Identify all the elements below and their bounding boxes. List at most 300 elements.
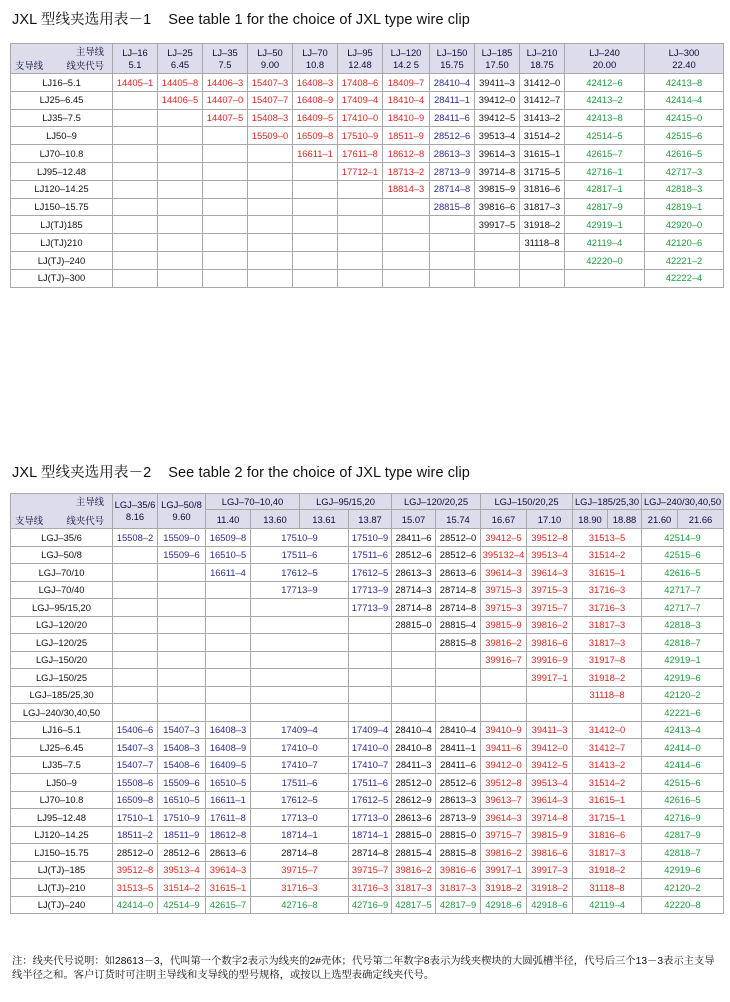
clip-code-cell [248,198,293,216]
clip-code-cell: 28613–3 [392,564,436,582]
table2-row [11,826,724,844]
clip-code-cell: 17612–5 [251,791,349,809]
table2-row [11,844,724,862]
clip-code-cell: 42120–6 [645,234,724,252]
clip-code-cell: 28512–6 [158,844,206,862]
clip-code-cell: 18410–4 [383,91,430,109]
clip-code-cell: 39513–4 [158,861,206,879]
clip-code-cell: 18714–1 [349,826,392,844]
col-header-value: 18.75 [530,58,554,70]
clip-code-cell [113,686,158,704]
row-label: LJ50–9 [11,127,113,145]
corner-code-label: 线夹代号 [66,514,104,526]
clip-code-cell: 31412–0 [520,74,565,92]
clip-code-cell: 17510–9 [251,529,349,547]
clip-code-cell: 15408–3 [248,109,293,127]
clip-code-cell [251,616,349,634]
clip-code-cell: 31118–8 [520,234,565,252]
row-label: LJ95–12.48 [11,809,113,827]
clip-code-cell: 18511–9 [158,826,206,844]
row-label: LJ120–14.25 [11,826,113,844]
clip-code-cell: 18612–8 [383,145,430,163]
clip-code-cell: 31615–1 [520,145,565,163]
clip-code-cell: 42918–6 [481,896,527,914]
clip-code-cell: 17612–5 [349,564,392,582]
col-header-name: LJ–185 [481,46,513,58]
clip-code-cell: 18409–7 [383,74,430,92]
clip-code-cell: 28613–6 [436,564,481,582]
clip-code-cell [158,581,206,599]
clip-code-cell: 28512–0 [392,774,436,792]
clip-code-cell: 28714–3 [392,581,436,599]
clip-code-cell: 42515–6 [645,127,724,145]
clip-code-cell [392,704,436,722]
clip-code-cell: 28512–0 [113,844,158,862]
clip-code-cell: 42716–9 [349,896,392,914]
clip-code-cell: 31514–2 [520,127,565,145]
clip-code-cell: 39714–8 [475,162,520,180]
corner-branch-label: 支导线 [15,59,44,71]
clip-code-cell [248,162,293,180]
clip-code-cell: 28815–0 [392,616,436,634]
table2-row [11,546,724,564]
corner-main-label: 主导线 [75,496,104,507]
row-label: LJ70–10.8 [11,145,113,163]
clip-code-cell: 39411–3 [475,74,520,92]
table1-row [11,145,724,163]
clip-code-cell: 28713–9 [436,809,481,827]
table2-row [11,616,724,634]
clip-code-cell: 39917–1 [481,861,527,879]
clip-code-cell [436,704,481,722]
clip-code-cell: 42716–8 [251,896,349,914]
clip-code-cell: 31817–3 [573,634,642,652]
clip-code-cell [349,704,392,722]
table2-corner [11,494,113,529]
col-header-value: 18.88 [608,510,642,529]
clip-code-cell: 31918–2 [527,879,573,897]
table1-row [11,74,724,92]
table1-row [11,251,724,269]
clip-code-cell [349,634,392,652]
clip-code-cell [293,180,338,198]
clip-code-cell: 16408–3 [293,74,338,92]
col-header-value: 21.66 [678,510,724,529]
row-label: LJ25–6.45 [11,91,113,109]
clip-code-cell: 42414–4 [645,91,724,109]
clip-code-cell: 31817–3 [436,879,481,897]
clip-code-cell: 28411–6 [430,109,475,127]
table2-group-header: LGJ–120/20,25 [392,494,481,510]
clip-code-cell: 28815–8 [430,198,475,216]
col-header-value: 12.48 [348,58,372,70]
clip-code-cell [206,581,251,599]
clip-code-cell: 15509–0 [248,127,293,145]
clip-code-cell [113,599,158,617]
clip-code-cell [206,634,251,652]
clip-code-cell: 31716–3 [349,879,392,897]
table1-col-header [383,44,430,74]
clip-code-cell: 15407–3 [158,721,206,739]
clip-code-cell [158,669,206,687]
clip-code-cell: 17510–1 [113,809,158,827]
clip-code-cell: 16509–8 [293,127,338,145]
clip-code-cell: 39614–3 [481,809,527,827]
table2-group-header: LGJ–185/25,30 [573,494,642,510]
clip-code-cell: 42221–2 [645,251,724,269]
clip-code-cell: 28410–8 [392,739,436,757]
clip-code-cell: 17510–9 [349,529,392,547]
clip-code-cell: 16611–1 [293,145,338,163]
clip-code-cell [251,651,349,669]
table1-title-en: See table 1 for the choice of JXL type wire clip [168,12,470,28]
clip-code-cell: 42616–5 [642,564,724,582]
clip-code-cell [248,269,293,287]
clip-code-cell: 39411–6 [481,739,527,757]
row-label: LGJ–240/30,40,50 [11,704,113,722]
clip-code-cell: 39816–2 [527,616,573,634]
table2-row [11,634,724,652]
row-label: LJ35–7.5 [11,109,113,127]
clip-code-cell [430,216,475,234]
clip-code-cell: 42818–3 [645,180,724,198]
clip-code-cell: 31514–2 [158,879,206,897]
clip-code-cell [527,686,573,704]
clip-code-cell [158,564,206,582]
clip-code-cell [430,234,475,252]
clip-code-cell: 28411–1 [430,91,475,109]
clip-code-cell: 31412–7 [573,739,642,757]
clip-code-cell: 31816–6 [573,826,642,844]
clip-code-cell: 14407–5 [203,109,248,127]
clip-code-cell: 17713–9 [349,599,392,617]
clip-code-cell [565,269,645,287]
clip-code-cell: 42220–0 [565,251,645,269]
clip-code-cell: 42920–0 [645,216,724,234]
clip-code-cell: 42412–6 [565,74,645,92]
clip-code-cell: 42818–7 [642,634,724,652]
clip-code-cell: 42817–9 [642,826,724,844]
table1-col-header [475,44,520,74]
clip-code-cell: 39412–5 [475,109,520,127]
clip-code-cell: 31716–3 [573,599,642,617]
clip-code-cell [349,686,392,704]
clip-code-cell: 17408–6 [338,74,383,92]
clip-code-cell [527,704,573,722]
clip-code-cell: 39614–3 [206,861,251,879]
col-header-value: 7.5 [218,58,232,70]
clip-code-cell: 42817–1 [565,180,645,198]
clip-code-cell: 17712–1 [338,162,383,180]
table1-header-row [11,44,724,74]
row-label: LJ(TJ)185 [11,216,113,234]
clip-code-cell [293,216,338,234]
table1-row [11,127,724,145]
col-header-name: LJ–120 [390,46,422,58]
table2-row [11,581,724,599]
clip-code-cell [436,669,481,687]
clip-code-cell: 28512–6 [436,774,481,792]
clip-code-cell [383,198,430,216]
clip-code-cell: 28815–0 [436,826,481,844]
col-header-value: 5.1 [128,58,142,70]
clip-code-cell [113,234,158,252]
clip-code-cell: 31412–7 [520,91,565,109]
table1-row [11,269,724,287]
clip-code-cell: 17611–8 [338,145,383,163]
col-header-value: 21.60 [642,510,678,529]
clip-code-cell: 42717–3 [645,162,724,180]
clip-code-cell [113,216,158,234]
clip-code-cell: 28613–3 [436,791,481,809]
clip-code-cell [113,109,158,127]
clip-code-cell: 17410–0 [349,739,392,757]
col-header-value: 14.2 5 [392,58,420,70]
clip-code-cell [248,145,293,163]
table1-row [11,198,724,216]
clip-code-cell: 28612–9 [392,791,436,809]
clip-code-cell: 28613–6 [392,809,436,827]
clip-code-cell: 42919–6 [642,669,724,687]
clip-code-cell [383,234,430,252]
clip-code-cell: 17611–8 [206,809,251,827]
clip-code-cell [113,251,158,269]
row-label: LJ16–5.1 [11,74,113,92]
col-header-value: 20.00 [592,58,617,70]
row-label: LGJ–120/25 [11,634,113,652]
clip-code-cell [573,704,642,722]
clip-code-cell: 42222–4 [645,269,724,287]
col-header-value: 6.45 [170,58,190,70]
clip-code-cell [158,145,203,163]
clip-code-cell: 42413–4 [642,721,724,739]
clip-code-cell: 14406–5 [158,91,203,109]
clip-code-cell [338,198,383,216]
clip-code-cell [338,216,383,234]
col-header-value: 16.67 [481,510,527,529]
col-header-name: LJ–35 [212,46,238,58]
clip-code-cell [475,234,520,252]
clip-code-cell: 42615–7 [565,145,645,163]
col-header-name: LJ–240 [589,46,620,58]
row-label: LJ150–15.75 [11,198,113,216]
clip-code-cell: 31118–8 [573,686,642,704]
clip-code-cell: 39917–5 [475,216,520,234]
table2-group-header: LGJ–70–10,40 [206,494,300,510]
table1-title [12,8,470,29]
clip-code-cell: 17511–6 [349,774,392,792]
table2-group-header: LGJ–95/15,20 [300,494,392,510]
col-header-value: 13.61 [300,510,349,529]
clip-code-cell [203,162,248,180]
table2-row [11,774,724,792]
clip-code-cell [113,198,158,216]
table2-row [11,529,724,547]
clip-code-cell: 39412–0 [527,739,573,757]
row-label: LGJ–120/20 [11,616,113,634]
col-header-value: 15.07 [392,510,436,529]
clip-code-cell: 39715–7 [481,826,527,844]
clip-code-cell: 42817–5 [392,896,436,914]
clip-code-cell: 28714–8 [430,180,475,198]
table2-row [11,599,724,617]
table1-col-header [248,44,293,74]
clip-code-cell: 16408–9 [206,739,251,757]
clip-code-cell: 17713–0 [349,809,392,827]
clip-code-cell: 42120–2 [642,879,724,897]
clip-code-cell: 39412–5 [481,529,527,547]
clip-code-cell [481,704,527,722]
table2-title-cn: JXL 型线夹选用表－2 [12,465,152,481]
clip-code-cell: 42514–9 [158,896,206,914]
clip-code-cell [113,581,158,599]
clip-code-cell: 42717–7 [642,581,724,599]
clip-code-cell: 31514–2 [573,774,642,792]
clip-code-cell [203,180,248,198]
clip-code-cell [206,616,251,634]
clip-code-cell [392,651,436,669]
clip-code-cell: 16611–4 [206,564,251,582]
clip-code-cell: 42919–1 [642,651,724,669]
table1-title-cn: JXL 型线夹选用表－1 [12,12,152,28]
clip-code-cell [158,216,203,234]
clip-code-cell: 17612–5 [251,564,349,582]
table2-row [11,896,724,914]
clip-code-cell: 17510–9 [158,809,206,827]
clip-code-cell: 28714–8 [436,599,481,617]
clip-code-cell [436,686,481,704]
clip-code-cell [203,198,248,216]
table2-row [11,721,724,739]
col-header-value: 17.10 [527,510,573,529]
clip-code-cell: 39815–9 [475,180,520,198]
clip-code-cell: 16611–1 [206,791,251,809]
clip-code-cell [158,234,203,252]
clip-code-cell: 28411–6 [392,529,436,547]
clip-code-cell: 31816–6 [520,180,565,198]
col-header-name: LJ–95 [347,46,373,58]
clip-code-cell [113,145,158,163]
clip-code-cell: 17409–4 [349,721,392,739]
clip-code-cell [113,616,158,634]
clip-code-cell: 39715–3 [481,581,527,599]
table1-col-header [203,44,248,74]
clip-code-cell: 42615–7 [206,896,251,914]
table2-row [11,669,724,687]
clip-code-cell: 39412–5 [527,756,573,774]
clip-code-cell: 28512–0 [436,529,481,547]
clip-code-cell: 14405–1 [113,74,158,92]
clip-code-cell: 16510–5 [158,791,206,809]
clip-code-cell: 42514–9 [642,529,724,547]
clip-code-cell: 39916–9 [527,651,573,669]
clip-code-cell [430,251,475,269]
clip-code-cell: 39613–7 [481,791,527,809]
table2-row [11,564,724,582]
clip-code-cell [430,269,475,287]
clip-code-cell: 42413–8 [565,109,645,127]
clip-code-cell: 15407–7 [248,91,293,109]
clip-code-cell [481,686,527,704]
corner-branch-label: 支导线 [15,514,44,526]
clip-code-cell: 31615–1 [206,879,251,897]
clip-code-cell: 42413–2 [565,91,645,109]
clip-code-cell [475,269,520,287]
clip-code-cell: 16509–8 [206,529,251,547]
clip-code-cell: 28714–8 [436,581,481,599]
clip-code-cell: 15508–2 [113,529,158,547]
clip-code-cell: 28815–4 [392,844,436,862]
row-label: LGJ–150/25 [11,669,113,687]
footnote: 注：线夹代号说明：如28613－3，代叫第一个数字2表示为线夹的2#壳体；代号第二年数字8表示为线夹楔块的大圆弧槽半径，代号后三个13－3表示主支导线半径之和。客户订货时可注明主导线和支导线的型号规格，或按以上选型表确定线夹代号。 [12,956,715,981]
table2-header-row [11,494,724,510]
clip-code-cell: 39411–3 [527,721,573,739]
clip-code-cell: 28411–3 [392,756,436,774]
clip-code-cell [338,234,383,252]
clip-code-cell: 15508–6 [113,774,158,792]
clip-code-cell [158,651,206,669]
clip-code-cell [293,162,338,180]
clip-code-cell: 15408–3 [158,739,206,757]
clip-code-cell [206,686,251,704]
clip-code-cell: 17612–5 [349,791,392,809]
row-label: LGJ–70/40 [11,581,113,599]
row-label: LJ35–7.5 [11,756,113,774]
table2-col-header [113,494,158,529]
clip-code-cell: 42119–4 [565,234,645,252]
clip-code-cell [251,634,349,652]
clip-code-cell [158,180,203,198]
row-label: LJ95–12.48 [11,162,113,180]
clip-code-cell [251,686,349,704]
col-header-value: 8.16 [125,511,145,522]
clip-code-cell [383,216,430,234]
clip-code-cell [383,251,430,269]
clip-code-cell: 18713–2 [383,162,430,180]
table2-row [11,686,724,704]
row-label: LJ(TJ)–240 [11,896,113,914]
row-label: LJ120–14.25 [11,180,113,198]
row-label: LJ25–6.45 [11,739,113,757]
clip-code-cell [206,669,251,687]
clip-code-cell: 42717–7 [642,599,724,617]
clip-code-cell: 39816–2 [392,861,436,879]
clip-code-cell: 31817–3 [520,198,565,216]
row-label: LJ(TJ)–240 [11,251,113,269]
clip-code-cell: 17409–4 [338,91,383,109]
clip-code-cell [248,234,293,252]
clip-code-cell: 39512–8 [481,774,527,792]
table1-col-header [113,44,158,74]
clip-code-cell: 39917–1 [527,669,573,687]
clip-code-cell [113,564,158,582]
clip-code-cell: 14407–0 [203,91,248,109]
col-header-value: 22.40 [672,58,696,70]
clip-code-cell: 39614–3 [527,564,573,582]
clip-code-cell: 16510–5 [206,546,251,564]
clip-code-cell [293,234,338,252]
clip-code-cell [113,704,158,722]
clip-code-cell: 39715–7 [527,599,573,617]
clip-code-cell: 39916–7 [481,651,527,669]
table1-col-header [338,44,383,74]
clip-code-cell: 39715–3 [481,599,527,617]
clip-code-cell: 18814–3 [383,180,430,198]
clip-code-cell: 39614–3 [475,145,520,163]
clip-code-cell [113,91,158,109]
clip-code-cell [248,251,293,269]
clip-code-cell: 42716–1 [565,162,645,180]
